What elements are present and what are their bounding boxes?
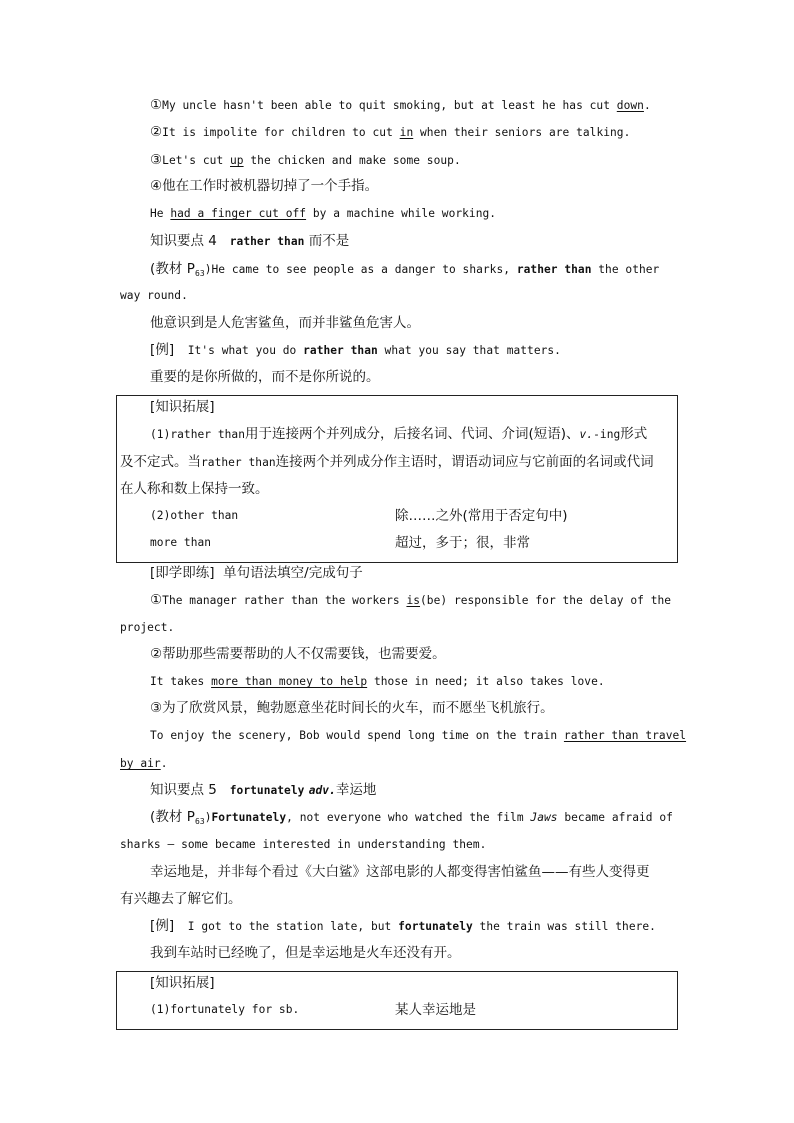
box-paragraph-line-1: (1)rather than用于连接两个并列成分，后接名词、代词、介词(短语)、v.-ing形式 (150, 426, 648, 442)
box-row-1-en: (1)fortunately for sb. (150, 1003, 300, 1016)
key-point-5-heading: 知识要点 5 fortunately adv.幸运地 (150, 782, 377, 798)
answer: down (616, 99, 644, 112)
practice-question-3-zh: ③为了欣赏风景，鲍勃愿意坐花时间长的火车，而不愿坐飞机旅行。 (150, 700, 554, 716)
example-sentence-1: ①My uncle hasn't been able to quit smoking, but at least he has cut down. (150, 97, 651, 113)
box-title: [知识拓展] (150, 399, 215, 415)
answer: in (399, 126, 414, 139)
practice-question-1: ①The manager rather than the workers is(be) responsible for the delay of the (150, 592, 672, 608)
translation-line-1: 幸运地是，并非每个看过《大白鲨》这部电影的人都变得害怕鲨鱼——有些人变得更 (150, 864, 650, 880)
answer: more than money to help (211, 675, 368, 688)
example-translation: 我到车站时已经晚了，但是幸运地是火车还没有开。 (150, 945, 461, 961)
example-sentence-4-zh: ④他在工作时被机器切掉了一个手指。 (150, 178, 379, 194)
practice-question-1-cont: project. (120, 621, 175, 634)
textbook-sentence-cont: way round. (120, 289, 188, 302)
practice-heading: [即学即练] 单句语法填空/完成句子 (150, 565, 363, 581)
textbook-sentence: (教材 $P_{63})He$ came to see people as a danger to sharks, rather than the other (150, 261, 660, 278)
practice-question-2-en: It takes more than money to help those in need; it also takes love. (150, 675, 605, 688)
box-row-1-zh: 某人幸运地是 (395, 1002, 476, 1018)
example-line: [例] It's what you do rather than what you say that matters. (150, 342, 561, 358)
practice-question-3-en: To enjoy the scenery, Bob would spend long time on the train rather than travel (150, 729, 687, 742)
translation-line-2: 有兴趣去了解它们。 (120, 891, 242, 907)
translation: 他意识到是人危害鲨鱼，而并非鲨鱼危害人。 (150, 315, 420, 331)
box-paragraph-line-3: 在人称和数上保持一致。 (120, 481, 269, 497)
textbook-sentence: (教材 $P_{63})Fortunately$, not everyone who watched the film Jaws became afraid of (150, 809, 673, 826)
answer: had a finger cut off (170, 207, 307, 220)
box-row-2-zh: 超过，多于；很，非常 (395, 535, 530, 551)
answer: up (230, 154, 244, 167)
example-sentence-4-en: He had a finger cut off by a machine while working. (150, 207, 497, 220)
textbook-sentence-cont: sharks — some became interested in understanding them. (120, 838, 487, 851)
example-line: [例] I got to the station late, but fortunately the train was still there. (150, 918, 656, 934)
answer: is (406, 594, 421, 607)
box-paragraph-line-2: 及不定式。当rather than连接两个并列成分作主语时，谓语动词应与它前面的名词或代词 (120, 454, 654, 470)
box-row-1-zh: 除……之外(常用于否定句中) (395, 508, 568, 524)
example-sentence-3: ③Let's cut up the chicken and make some soup. (150, 152, 461, 168)
key-point-4-heading: 知识要点 4 rather than 而不是 (150, 233, 350, 249)
example-translation: 重要的是你所做的，而不是你所说的。 (150, 369, 380, 385)
answer: by air (120, 757, 161, 770)
answer: rather than travel (563, 729, 687, 742)
box-row-2-en: more than (150, 536, 212, 549)
example-sentence-2: ②It is impolite for children to cut in when their seniors are talking. (150, 124, 631, 140)
box-title: [知识拓展] (150, 975, 215, 991)
box-row-1-en: (2)other than (150, 509, 239, 522)
practice-question-3-en-cont: by air. (120, 757, 168, 770)
practice-question-2-zh: ②帮助那些需要帮助的人不仅需要钱，也需要爱。 (150, 646, 446, 662)
